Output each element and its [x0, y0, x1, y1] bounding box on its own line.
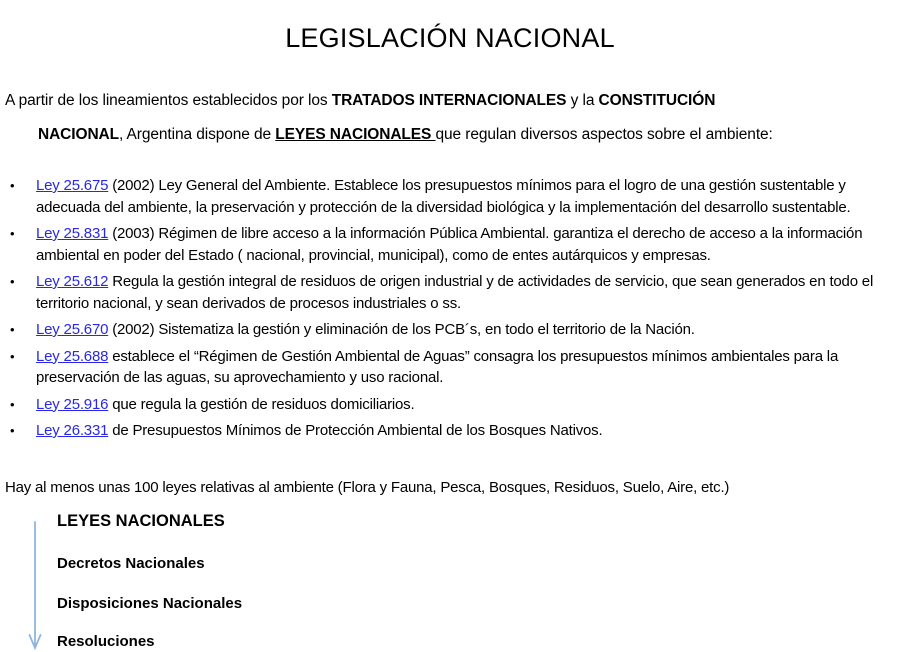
- law-item: [0, 346, 896, 389]
- law-link-26331[interactable]: Ley 26.331: [36, 422, 109, 439]
- page-title: LEGISLACIÓN NACIONAL: [285, 23, 615, 54]
- law-description: de Presupuestos Mínimos de Protección Ambiental de los Bosques Nativos.: [108, 422, 603, 439]
- law-description: Regula la gestión integral de residuos de origen industrial y de actividades de servicio, que sean generados en todo el territorio nacional, y sean derivados de procesos industriales o ss.: [36, 273, 874, 312]
- law-link-25675[interactable]: Ley 25.675: [36, 177, 109, 194]
- law-list: [0, 175, 896, 447]
- intro-text: y la: [566, 91, 599, 109]
- bullet-icon: •: [10, 423, 15, 438]
- note-text: Hay al menos unas 100 leyes relativas al ambiente (Flora y Fauna, Pesca, Bosques, Residuos, Suelo, Aire, etc.): [5, 479, 730, 496]
- law-description: (2002) Ley General del Ambiente. Establece los presupuestos mínimos para el logro de una gestión sustentable y adecuada del ambiente, la preservación y protección de la diversidad biológica y la implementación del desarrollo sustentable.: [36, 177, 851, 216]
- intro-text: , Argentina dispone de: [119, 125, 276, 143]
- law-item: [0, 223, 896, 266]
- intro-bold-constitucion: CONSTITUCIÓN: [598, 91, 716, 109]
- hierarchy-item-decretos-nacionales: Decretos Nacionales: [57, 555, 205, 572]
- bullet-icon: •: [10, 178, 15, 193]
- bullet-icon: •: [10, 396, 15, 412]
- bullet-icon: •: [10, 348, 15, 364]
- hierarchy-item-leyes-nacionales: LEYES NACIONALES: [57, 512, 225, 530]
- law-item: [0, 394, 896, 416]
- intro-text: que regulan diversos aspectos sobre el ambiente:: [435, 125, 773, 143]
- intro-bold-underline-leyes-nacionales: LEYES NACIONALES: [275, 125, 436, 143]
- law-link-25670[interactable]: Ley 25.670: [36, 321, 109, 338]
- hierarchy-item-disposiciones-nacionales: Disposiciones Nacionales: [57, 595, 243, 612]
- law-item: [0, 271, 896, 314]
- law-description: (2002) Sistematiza la gestión y eliminación de los PCB´s, en todo el territorio de la Nación.: [108, 321, 695, 338]
- law-link-25916[interactable]: Ley 25.916: [36, 395, 109, 413]
- law-link-25612[interactable]: Ley 25.612: [36, 273, 109, 290]
- law-item: [0, 420, 896, 442]
- bullet-icon: •: [10, 274, 15, 289]
- down-arrow-icon: [26, 520, 44, 652]
- law-item: [0, 175, 896, 218]
- intro-paragraph-line-2: [38, 126, 773, 144]
- law-link-25688[interactable]: Ley 25.688: [36, 347, 109, 365]
- bullet-icon: •: [10, 322, 15, 337]
- intro-bold-nacional: NACIONAL: [38, 125, 119, 143]
- intro-text: A partir de los lineamientos establecidos por los: [5, 91, 332, 109]
- law-description: establece el “Régimen de Gestión Ambiental de Aguas” consagra los presupuestos mínimos ambientales para la preservación de las aguas, su aprovechamiento y uso racional.: [36, 347, 839, 386]
- bullet-icon: •: [10, 226, 15, 241]
- law-item: [0, 319, 896, 341]
- law-link-25831[interactable]: Ley 25.831: [36, 225, 109, 242]
- law-description: (2003) Régimen de libre acceso a la información Pública Ambiental. garantiza el derecho de acceso a la información ambiental en poder del Estado ( nacional, provincial, municipal), como de entes autárquicos y empresas.: [36, 225, 863, 264]
- intro-bold-tratados: TRATADOS INTERNACIONALES: [331, 91, 567, 109]
- intro-paragraph-line-1: [5, 92, 715, 110]
- hierarchy-item-resoluciones: Resoluciones: [57, 633, 155, 650]
- law-description: que regula la gestión de residuos domiciliarios.: [108, 395, 415, 413]
